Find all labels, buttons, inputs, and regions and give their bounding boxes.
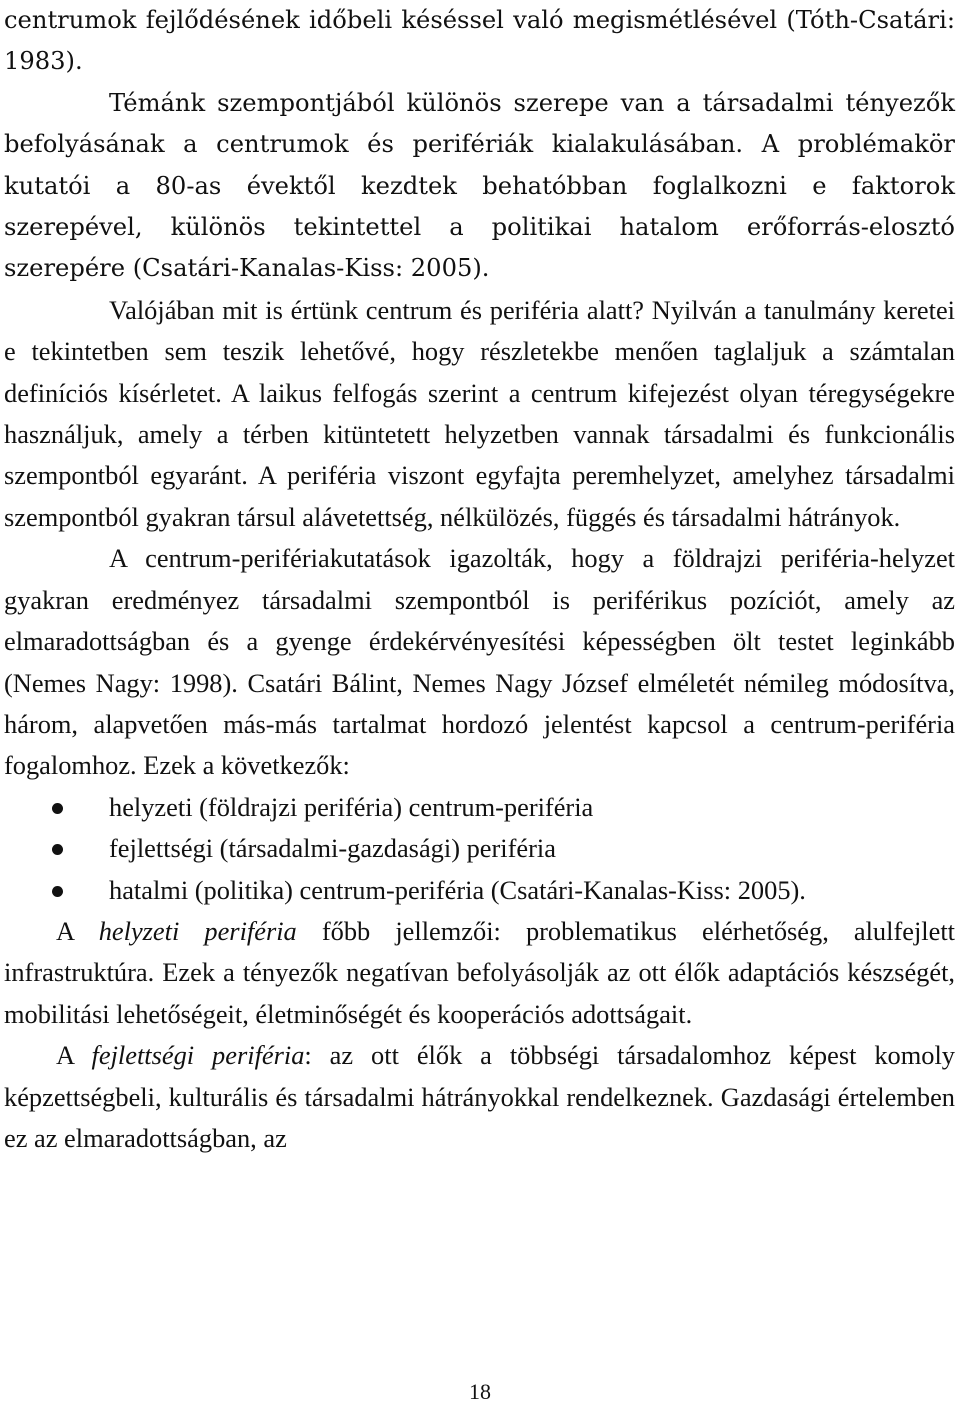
paragraph-5-lead: A xyxy=(56,915,99,946)
bullet-icon xyxy=(52,803,63,814)
bullet-list xyxy=(4,787,955,911)
document-page xyxy=(4,0,955,1159)
paragraph-4: A centrum-perifériakutatások igazolták, hogy a földrajzi periféria-helyzet gyakran eredményez társadalmi szempontból is periférikus pozíciót, amely az elmaradottságban és a gyenge érdekérvényesítési képességben ölt testet leginkább (Nemes Nagy: 1998). Csatári Bálint, Nemes Nagy József elméletét némileg módosítva, három, alapvetően más-más tartalmat hordozó jelentést kapcsol a centrum-periféria fogalomhoz. Ezek a következők: xyxy=(4,543,955,781)
paragraph-6 xyxy=(4,1035,955,1159)
paragraph-5 xyxy=(4,911,955,1035)
list-item-text: helyzeti (földrajzi periféria) centrum-periféria xyxy=(109,791,594,822)
list-item xyxy=(4,787,955,828)
bullet-icon xyxy=(52,886,63,897)
list-item-text: hatalmi (politika) centrum-periféria (Csatári-Kanalas-Kiss: 2005). xyxy=(109,874,806,905)
paragraph-6-term: fejlettségi periféria xyxy=(91,1040,305,1071)
paragraph-5-term: helyzeti periféria xyxy=(98,915,297,946)
paragraph-5-text: főbb jellemzői: problematikus elérhetőség, alulfejlett infrastruktúra. Ezek a tényezők negatívan befolyásolják az ott élők adaptációs készségét, mobilitási lehetőségeit, életminőségét és kooperációs adottságait. xyxy=(4,915,956,1029)
page-number: 18 xyxy=(469,1379,491,1404)
list-item-text: fejlettségi (társadalmi-gazdasági) periféria xyxy=(109,833,556,864)
paragraph-2: Témánk szempontjából különös szerepe van a társadalmi tényezők befolyásának a centrumok és perifériák kialakulásában. A problémakör kutatói a 80-as évektől kezdtek behatóbban foglalkozni e faktorok szerepével, különös tekintettel a politikai hatalom erőforrás-elosztó szerepére (Csatári-Kanalas-Kiss: 2005). xyxy=(4,88,955,283)
paragraph-6-lead: A xyxy=(56,1040,92,1071)
bullet-icon xyxy=(52,844,63,855)
paragraph-1: centrumok fejlődésének időbeli késéssel való megismétlésével (Tóth-Csatári: 1983). xyxy=(4,6,955,76)
paragraph-3: Valójában mit is értünk centrum és periféria alatt? Nyilván a tanulmány keretei e tekintetben sem teszik lehetővé, hogy részletekbe menően taglaljuk a számtalan definíciós kísérletet. A laikus felfogás szerint a centrum kifejezést olyan téregységekre használjuk, amely a térben kitüntetett helyzetben vannak társadalmi és funkcionális szempontból egyaránt. A periféria viszont egyfajta peremhelyzet, amelyhez társadalmi szempontból gyakran társul alávetettség, nélkülözés, függés és társadalmi hátrányok. xyxy=(4,294,955,532)
paragraph-6-text: : az ott élők a többségi társadalomhoz képest komoly képzettségbeli, kulturális és társadalmi hátrányokkal rendelkeznek. Gazdasági értelemben ez az elmaradottságban, az xyxy=(4,1040,955,1153)
list-item xyxy=(4,828,955,869)
list-item xyxy=(4,870,955,911)
